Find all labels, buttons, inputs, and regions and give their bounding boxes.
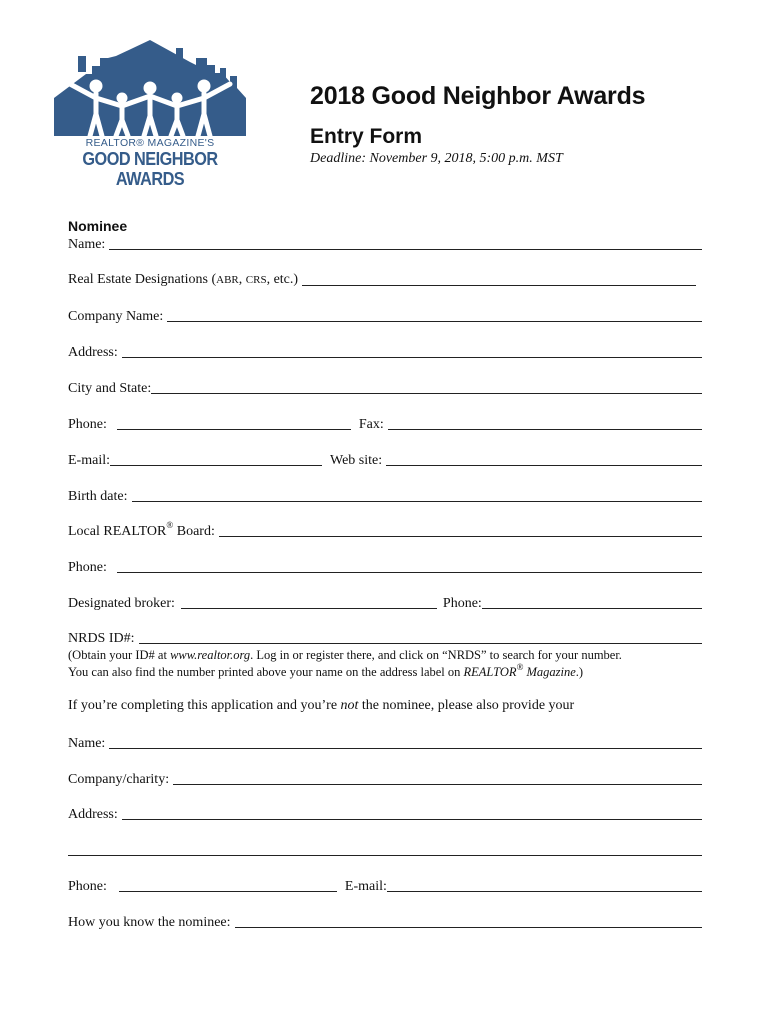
submitter-email-field[interactable] — [387, 877, 702, 892]
submitter-company-row — [68, 770, 702, 788]
city-state-field[interactable] — [151, 379, 702, 394]
nrds-label: NRDS ID#: — [68, 631, 135, 646]
submitter-phone-email-row — [68, 877, 702, 895]
logo-caption — [50, 137, 250, 189]
know-nominee-label: How you know the nominee: — [68, 915, 231, 930]
logo-caption-big: GOOD NEIGHBOR AWARDS — [82, 148, 218, 189]
board-phone-label: Phone: — [68, 560, 107, 575]
broker-field[interactable] — [181, 594, 437, 609]
realtor-org-link[interactable]: www.realtor.org — [170, 648, 251, 662]
email-field[interactable] — [110, 451, 322, 466]
broker-label: Designated broker: — [68, 596, 175, 611]
nominee-name-row — [68, 235, 702, 253]
designations-row — [68, 271, 696, 289]
submitter-address-row — [68, 805, 702, 823]
logo-caption-small: REALTOR® MAGAZINE'S — [85, 137, 215, 149]
local-board-label: Local REALTOR® Board: — [68, 520, 215, 539]
city-state-label: City and State: — [68, 381, 152, 396]
designations-label: Real Estate Designations (ABR, CRS, etc.) — [68, 272, 299, 287]
form-subtitle: Entry Form — [310, 125, 423, 148]
submitter-name-field[interactable] — [109, 734, 702, 749]
nrds-note-line2: You can also find the number printed above your name on the address label on REALTOR® Magazine.) — [68, 661, 584, 679]
know-nominee-row — [68, 913, 702, 931]
email-website-row — [68, 451, 702, 469]
birth-date-field[interactable] — [132, 487, 703, 502]
phone-field[interactable] — [117, 415, 351, 430]
city-state-row — [68, 379, 702, 397]
company-field[interactable] — [167, 307, 702, 322]
phone-label: Phone: — [68, 417, 107, 432]
submitter-intro: If you’re completing this application and you’re not the nominee, please also provide your — [68, 698, 575, 713]
submitter-phone-field[interactable] — [119, 877, 337, 892]
company-label: Company Name: — [68, 309, 164, 324]
board-phone-field[interactable] — [117, 558, 702, 573]
address-field[interactable] — [122, 343, 702, 358]
fax-field[interactable] — [388, 415, 702, 430]
submitter-address-line2-field[interactable] — [68, 841, 702, 856]
website-label: Web site: — [330, 453, 383, 468]
know-nominee-field[interactable] — [235, 913, 702, 928]
submitter-address-label: Address: — [68, 807, 118, 822]
birth-date-row — [68, 487, 702, 505]
address-row — [68, 343, 702, 361]
local-board-row — [68, 522, 702, 540]
submitter-address-field[interactable] — [122, 805, 702, 820]
nominee-name-field[interactable] — [109, 235, 702, 250]
deadline-text: Deadline: November 9, 2018, 5:00 p.m. MST — [310, 151, 563, 166]
board-phone-row — [68, 558, 702, 576]
phone-fax-row — [68, 415, 702, 433]
submitter-phone-label: Phone: — [68, 879, 107, 894]
broker-row — [68, 594, 702, 612]
submitter-company-label: Company/charity: — [68, 772, 170, 787]
website-field[interactable] — [386, 451, 702, 466]
submitter-name-label: Name: — [68, 736, 106, 751]
birth-date-label: Birth date: — [68, 489, 128, 504]
submitter-address-line2-row — [68, 841, 702, 859]
fax-label: Fax: — [358, 417, 384, 432]
nominee-name-label: Name: — [68, 237, 106, 252]
page-title: 2018 Good Neighbor Awards — [310, 82, 646, 110]
nrds-note-line1: (Obtain your ID# at www.realtor.org. Log in or register there, and click on “NRDS” to search for your number. — [68, 648, 622, 662]
nominee-heading: Nominee — [68, 218, 128, 234]
broker-phone-field[interactable] — [482, 594, 702, 609]
submitter-company-field[interactable] — [173, 770, 702, 785]
designations-field[interactable] — [302, 271, 696, 286]
broker-phone-label: Phone: — [442, 596, 482, 611]
address-label: Address: — [68, 345, 118, 360]
email-label: E-mail: — [68, 453, 110, 468]
nrds-field[interactable] — [139, 629, 702, 644]
nrds-row — [68, 629, 702, 647]
local-board-field[interactable] — [219, 522, 702, 537]
company-row — [68, 307, 702, 325]
submitter-email-label: E-mail: — [344, 879, 387, 894]
submitter-name-row — [68, 734, 702, 752]
